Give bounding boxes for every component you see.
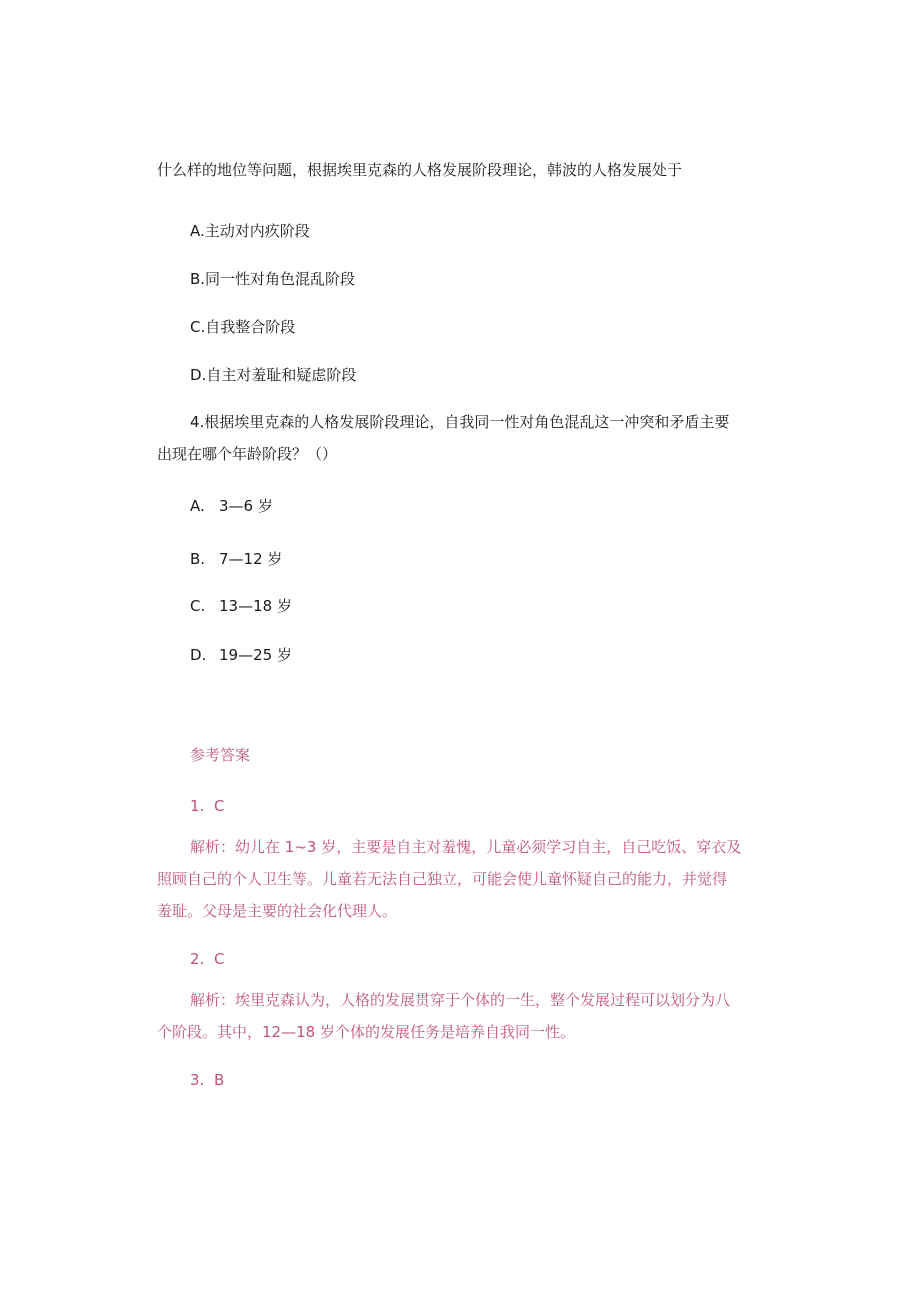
question-4-option-b [190, 549, 282, 569]
answer-1-explanation-line-1: 解析：幼儿在 1~3 岁，主要是自主对羞愧，儿童必须学习自主，自己吃饭、穿衣及 [190, 838, 742, 856]
option-text: 13—18 岁 [219, 597, 292, 615]
answer-1-explanation-line-2: 照顾自己的个人卫生等。儿童若无法自己独立，可能会使儿童怀疑自己的能力，并觉得 [157, 870, 728, 888]
answer-1-label [190, 796, 224, 816]
question-3-stem: 什么样的地位等问题，根据埃里克森的人格发展阶段理论，韩波的人格发展处于 [157, 161, 683, 179]
question-3-option-d: D.自主对羞耻和疑虑阶段 [190, 366, 357, 384]
question-4-stem-line-2: 出现在哪个年龄阶段？（） [157, 445, 338, 463]
option-text: 19—25 岁 [219, 646, 292, 664]
answer-choice: C [214, 797, 225, 815]
answer-number: 3. [190, 1071, 205, 1089]
question-4-option-c [190, 596, 292, 616]
option-letter: D. [190, 646, 207, 664]
answer-number: 1. [190, 797, 205, 815]
question-3-option-c: C.自我整合阶段 [190, 318, 296, 336]
answer-number: 2. [190, 950, 205, 968]
question-4-option-d [190, 645, 292, 665]
answers-heading: 参考答案 [190, 746, 251, 764]
option-text: 7—12 岁 [219, 550, 283, 568]
option-letter: A. [190, 497, 205, 515]
answer-1-explanation-line-3: 羞耻。父母是主要的社会化代理人。 [157, 902, 398, 920]
answer-3-label [190, 1070, 224, 1090]
question-3-option-b: B.同一性对角色混乱阶段 [190, 270, 356, 288]
question-4-stem-line-1: 4.根据埃里克森的人格发展阶段理论，自我同一性对角色混乱这一冲突和矛盾主要 [190, 413, 730, 431]
option-text: 3—6 岁 [219, 497, 273, 515]
question-3-option-a: A.主动对内疚阶段 [190, 222, 310, 240]
question-4-option-a [190, 496, 273, 516]
answer-2-explanation-line-2: 个阶段。其中，12—18 岁个体的发展任务是培养自我同一性。 [157, 1023, 575, 1041]
answer-2-explanation-line-1: 解析：埃里克森认为，人格的发展贯穿于个体的一生，整个发展过程可以划分为八 [190, 991, 731, 1009]
option-letter: B. [190, 550, 206, 568]
option-letter: C. [190, 597, 206, 615]
answer-choice: C [214, 950, 225, 968]
answer-2-label [190, 949, 224, 969]
answer-choice: B [214, 1071, 225, 1089]
